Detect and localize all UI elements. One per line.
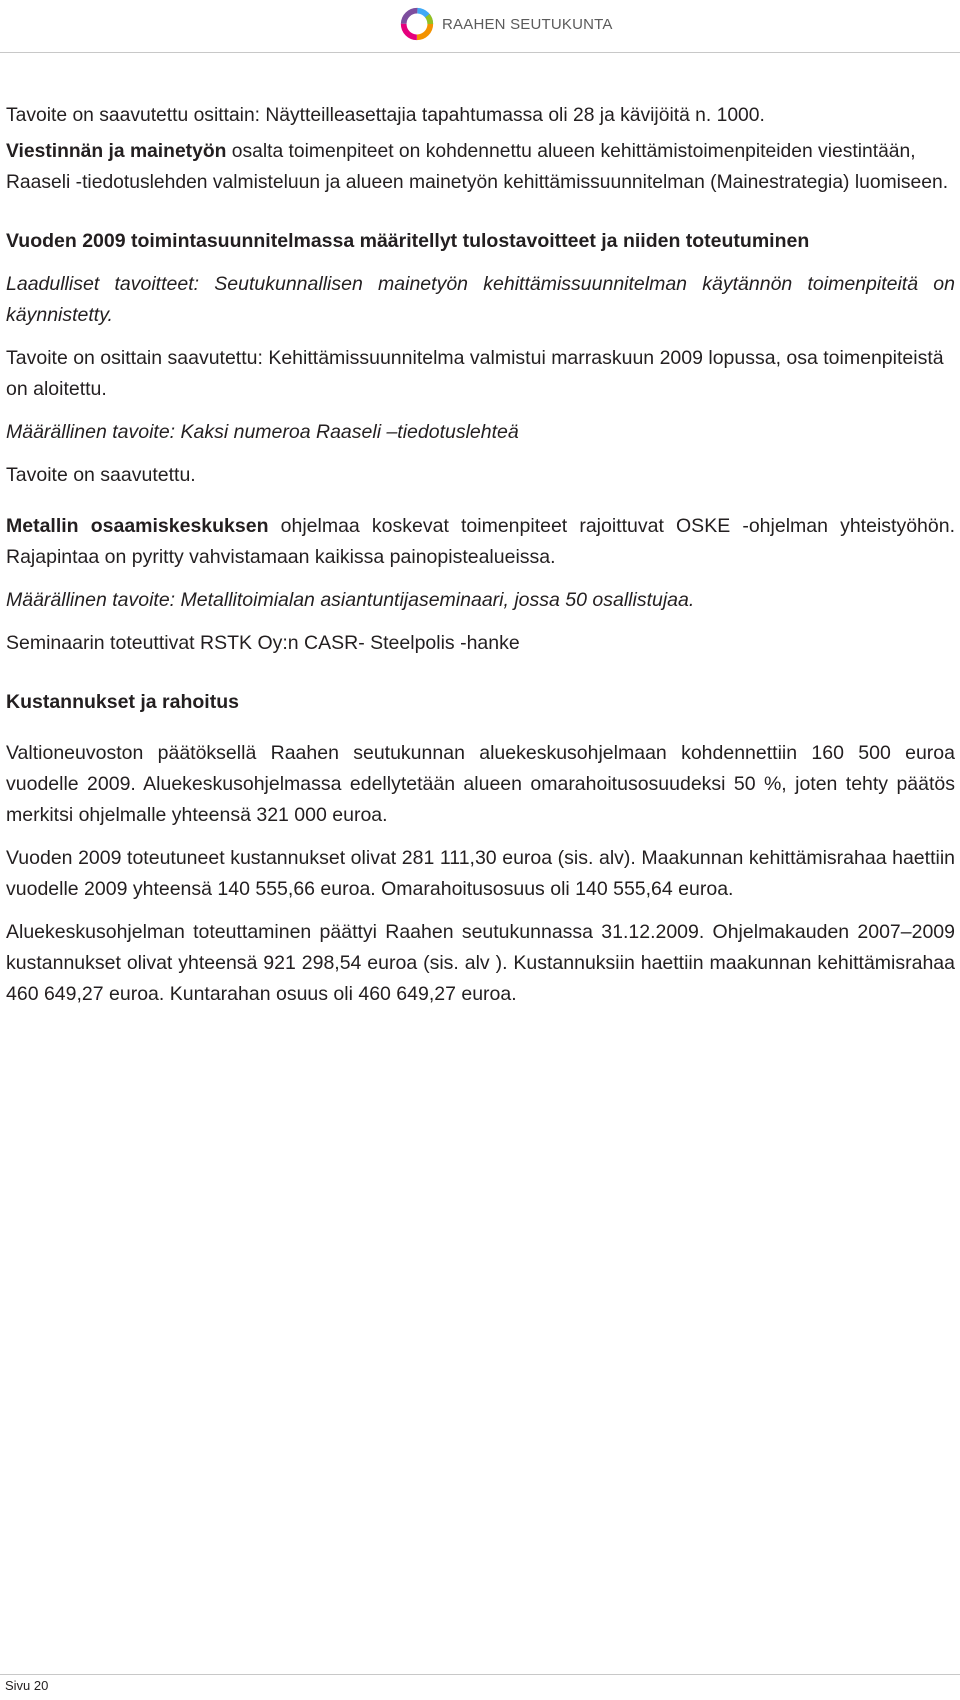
paragraph-metal-center-text: ohjelmaa koskevat toimenpiteet rajoittuvat OSKE -ohjelman yhteistyöhön. Rajapintaa on pyritty vahvistamaan kaikissa painopistealueissa. [6, 515, 955, 568]
paragraph-communications [6, 136, 955, 198]
paragraph-quantitative-goal-newsletter: Määrällinen tavoite: Kaksi numeroa Raaseli –tiedotuslehteä [6, 421, 519, 443]
logo-text: RAAHEN SEUTUKUNTA [442, 15, 613, 33]
paragraph-visitor-goal: Tavoite on saavutettu osittain: Näytteilleasettajia tapahtumassa oli 28 ja kävijöitä n. 1000. [6, 105, 765, 126]
paragraph-communications-lead: Viestinnän ja mainetyön [6, 141, 227, 162]
paragraph-metal-center [6, 511, 955, 573]
paragraph-communications-text: osalta toimenpiteet on kohdennettu alueen kehittämistoimenpiteiden viestintään, Raaseli -tiedotuslehden valmisteluun ja alueen mainetyön kehittämissuunnitelman (Mainestrategia) luomiseen. [6, 141, 949, 193]
paragraph-program-end: Aluekeskusohjelman toteuttaminen päättyi Raahen seutukunnassa 31.12.2009. Ohjelmakauden 2007–2009 kustannukset olivat yhteensä 921 298,54 euroa (sis. alv ). Kustannuksiin haettiin maakunnan kehittämisrahaa 460 649,27 euroa. Kuntarahan osuus oli 460 649,27 euroa. [6, 921, 955, 1005]
paragraph-metal-center-lead: Metallin osaamiskeskuksen [6, 515, 269, 537]
paragraph-costs-2009: Vuoden 2009 toteutuneet kustannukset olivat 281 111,30 euroa (sis. alv). Maakunnan kehittämisrahaa haettiin vuodelle 2009 yhteensä 140 555,66 euroa. Omarahoitusosuus oli 140 555,64 euroa. [6, 847, 955, 900]
paragraph-government-funding: Valtioneuvoston päätöksellä Raahen seutukunnan aluekeskusohjelmaan kohdennettiin 160 500 euroa vuodelle 2009. Aluekeskusohjelmassa edellytetään alueen omarahoitusosuudeksi 50 %, joten tehty päätös merkitsi ohjelmalle yhteensä 321 000 euroa. [6, 742, 955, 826]
paragraph-seminar-organizer: Seminaarin toteuttivat RSTK Oy:n CASR- Steelpolis -hanke [6, 632, 520, 654]
paragraph-partially-achieved: Tavoite on osittain saavutettu: Kehittämissuunnitelma valmistui marraskuun 2009 lopussa, osa toimenpiteistä on aloitettu. [6, 347, 944, 400]
header-divider [0, 52, 960, 53]
footer-divider [0, 1674, 960, 1675]
page-header [0, 0, 960, 52]
document-body [6, 100, 955, 1010]
section-heading-costs: Kustannukset ja rahoitus [6, 691, 239, 713]
section-heading-targets: Vuoden 2009 toimintasuunnitelmassa määritellyt tulostavoitteet ja niiden toteutuminen [6, 230, 810, 252]
paragraph-qualitative-goals: Laadulliset tavoitteet: Seutukunnallisen mainetyön kehittämissuunnitelman käytännön toimenpiteitä on käynnistetty. [6, 273, 955, 326]
logo [398, 3, 613, 45]
paragraph-quantitative-goal-seminar: Määrällinen tavoite: Metallitoimialan asiantuntijaseminaari, jossa 50 osallistujaa. [6, 589, 695, 611]
paragraph-goal-achieved: Tavoite on saavutettu. [6, 464, 196, 486]
page-number: Sivu 20 [5, 1678, 49, 1693]
logo-ring-icon [398, 5, 436, 43]
